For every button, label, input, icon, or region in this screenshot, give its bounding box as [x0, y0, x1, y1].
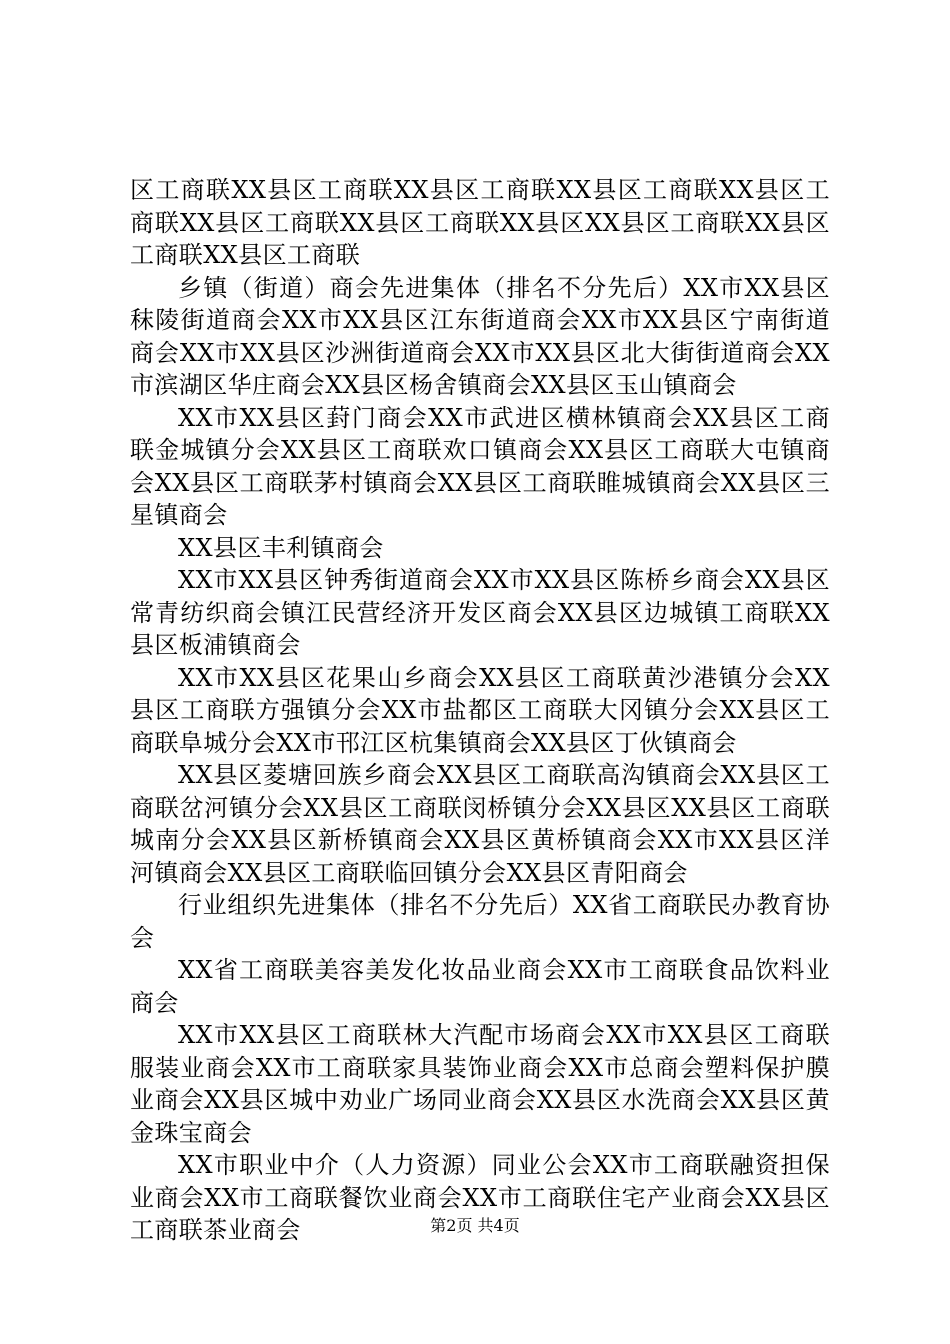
paragraph-township-heading: 乡镇（街道）商会先进集体（排名不分先后）XX市XX县区秣陵街道商会XX市XX县区江东街道商会XX市XX县区宁南街道商会XX市XX县区沙洲街道商会XX市XX县区北大街街道商会XX市滨湖区华庄商会XX县区杨舍镇商会XX县区玉山镇商会: [130, 273, 830, 399]
paragraph-industry-heading: 行业组织先进集体（排名不分先后）XX省工商联民办教育协会: [130, 891, 830, 952]
paragraph: XX县区菱塘回族乡商会XX县区工商联高沟镇商会XX县区工商联岔河镇分会XX县区工商联闵桥镇分会XX县区XX县区工商联城南分会XX县区新桥镇商会XX县区黄桥镇商会XX市XX县区洋河镇商会XX县区工商联临回镇分会XX县区青阳商会: [130, 761, 830, 887]
page-footer: [0, 1216, 950, 1236]
paragraph: XX省工商联美容美发化妆品业商会XX市工商联食品饮料业商会: [130, 956, 830, 1017]
paragraph: XX市XX县区花果山乡商会XX县区工商联黄沙港镇分会XX县区工商联方强镇分会XX市盐都区工商联大冈镇分会XX县区工商联阜城分会XX市邗江区杭集镇商会XX县区丁伙镇商会: [130, 663, 830, 757]
document-body: [130, 174, 830, 1247]
paragraph: XX市XX县区工商联林大汽配市场商会XX市XX县区工商联服装业商会XX市工商联家具装饰业商会XX市总商会塑料保护膜业商会XX县区城中劝业广场同业商会XX县区水洗商会XX县区黄金珠宝商会: [130, 1021, 830, 1147]
page-number: 第2页 共4页: [430, 1216, 520, 1235]
paragraph: XX市XX县区钟秀街道商会XX市XX县区陈桥乡商会XX县区常青纺织商会镇江民营经济开发区商会XX县区边城镇工商联XX县区板浦镇商会: [130, 566, 830, 659]
paragraph: XX县区丰利镇商会: [178, 533, 384, 562]
paragraph-continuation: 区工商联XX县区工商联XX县区工商联XX县区工商联XX县区工商联XX县区工商联XX县区工商联XX县区XX县区工商联XX县区工商联XX县区工商联: [130, 176, 830, 269]
paragraph: XX市XX县区葑门商会XX市武进区横林镇商会XX县区工商联金城镇分会XX县区工商联欢口镇商会XX县区工商联大屯镇商会XX县区工商联茅村镇商会XX县区工商联睢城镇商会XX县区三星镇商会: [130, 403, 830, 529]
paragraph: XX市职业中介（人力资源）同业公会XX市工商联融资担保业商会XX市工商联餐饮业商会XX市工商联住宅产业商会XX县区工商联茶业商会: [130, 1151, 830, 1244]
